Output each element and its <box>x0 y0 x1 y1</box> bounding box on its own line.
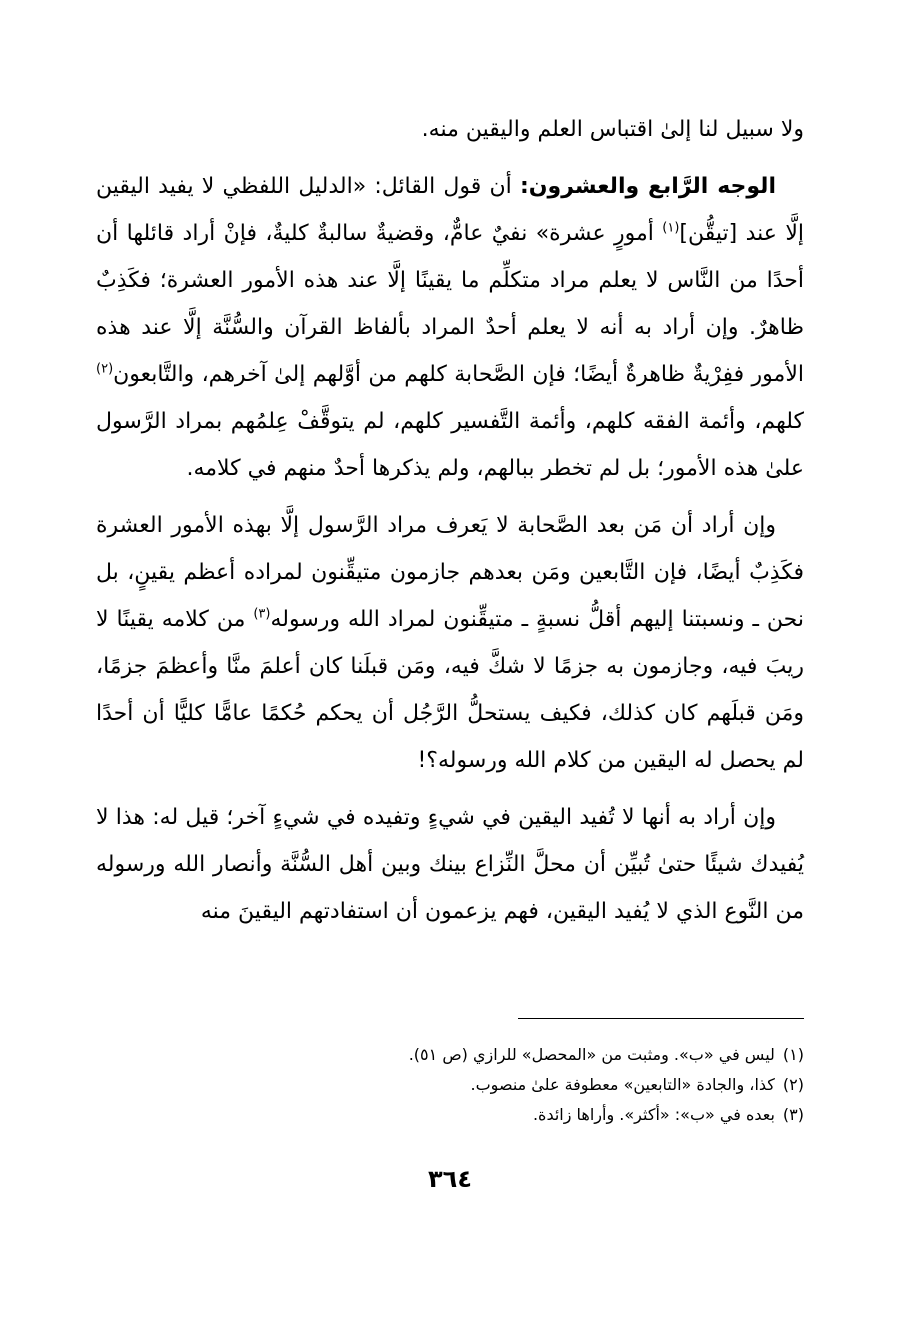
paragraph-3 <box>96 502 804 784</box>
paragraph-3-text-a: وإن أراد أن مَن بعد الصَّحابة لا يَعرف مراد الرَّسول إلَّا بهذه الأمور العشرة فكَذِبٌ أيضًا، فإن التَّابعين ومَن بعدهم جازمون متيقِّنون لمراده أعظم يقينٍ، بل نحن ـ ونسبتنا إليهم أقلُّ نسبةٍ ـ متيقِّنون لمراد الله ورسوله <box>96 513 805 632</box>
footnotes <box>96 1040 804 1130</box>
paragraph-4-text: وإن أراد به أنها لا تُفيد اليقين في شيءٍ وتفيده في شيءٍ آخر؛ قيل له: هذا لا يُفيدك شيئًا حتىٰ تُبيِّن أن محلَّ النِّزاع بينك وبين أهل السُّنَّة وأنصار الله ورسوله من النَّوع الذي لا يُفيد اليقين، فهم يزعمون أن استفادتهم اليقينَ منه <box>96 805 804 924</box>
paragraph-1-text: ولا سبيل لنا إلىٰ اقتباس العلم واليقين منه. <box>421 117 804 142</box>
footnote-ref-3: (٣) <box>253 606 271 622</box>
paragraph-1 <box>96 106 804 153</box>
footnote-number: (٢) <box>782 1075 804 1094</box>
footnote-ref-2: (٢) <box>96 361 114 377</box>
footnote <box>96 1040 804 1070</box>
footnote-text: ليس في «ب». ومثبت من «المحصل» للرازي (ص ٥١). <box>408 1045 775 1064</box>
main-text <box>96 106 804 945</box>
footnote-text: بعده في «ب»: «أكثر». وأراها زائدة. <box>532 1105 775 1124</box>
footnote-divider <box>518 1018 804 1019</box>
paragraph-4 <box>96 794 804 935</box>
paragraph-3-text-b: من كلامه يقينًا لا ريبَ فيه، وجازمون به جزمًا لا شكَّ فيه، ومَن قبلَنا كان أعلمَ منَّا وأعظمَ جزمًا، ومَن قبلَهم كان كذلك، فكيف يستحلُّ الرَّجُل أن يحكم حُكمًا عامًّا كليًّا أن أحدًا لم يحصل له اليقين من كلام الله ورسوله؟! <box>96 607 804 773</box>
paragraph-2-text-c: كلهم، وأئمة الفقه كلهم، وأئمة التَّفسير كلهم، لم يتوقَّفْ عِلمُهم بمراد الرَّسول علىٰ هذه الأمور؛ بل لم تخطر ببالهم، ولم يذكرها أحدٌ منهم في كلامه. <box>96 409 804 481</box>
footnote-number: (٣) <box>782 1105 804 1124</box>
section-heading: الوجه الرَّابع والعشرون: <box>519 174 776 199</box>
footnote <box>96 1100 804 1130</box>
page-number: ٣٦٤ <box>428 1165 472 1193</box>
footnote <box>96 1070 804 1100</box>
paragraph-2-text-a: أن قول القائل: «الدليل اللفظي لا يفيد اليقين إلَّا عند [تيقُّن] <box>96 174 804 246</box>
footnote-text: كذا، والجادة «التابعين» معطوفة علىٰ منصوب. <box>470 1075 775 1094</box>
paragraph-2 <box>96 163 804 492</box>
footnote-number: (١) <box>782 1045 804 1064</box>
paragraph-2-text-b: أمورٍ عشرة» نفيٌ عامٌّ، وقضيةٌ سالبةٌ كليةٌ، فإنْ أراد قائلها أن أحدًا من النَّاس لا يعلم مراد متكلِّم ما يقينًا إلَّا عند هذه الأمور العشرة؛ فكَذِبٌ ظاهرٌ. وإن أراد به أنه لا يعلم أحدٌ المراد بألفاظ القرآن والسُّنَّة إلَّا عند هذه الأمور ففِرْيةٌ ظاهرةٌ أيضًا؛ فإن الصَّحابة كلهم من أوَّلهم إلىٰ آخرهم، والتَّابعون <box>96 221 804 387</box>
footnote-ref-1: (١) <box>662 220 680 236</box>
